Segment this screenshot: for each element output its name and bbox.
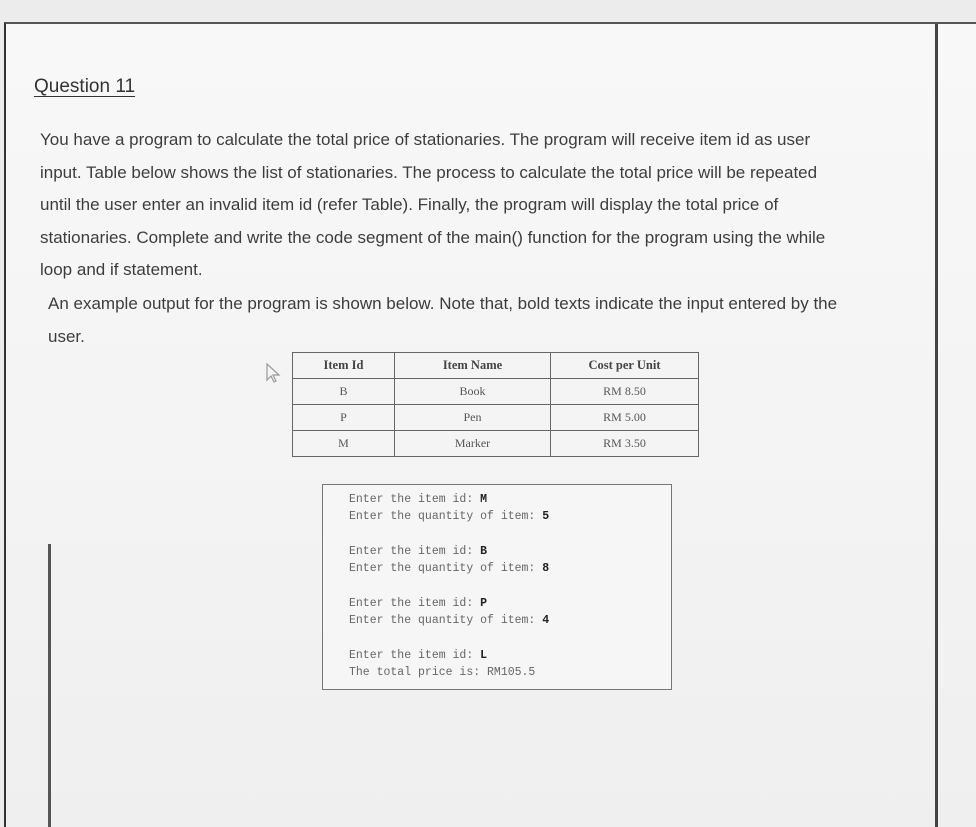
console-input: B <box>480 545 488 558</box>
console-prompt: Enter the item id: <box>349 545 481 558</box>
console-input: 4 <box>542 614 550 627</box>
mouse-pointer-icon <box>264 362 284 384</box>
console-input: P <box>480 597 488 610</box>
console-prompt: Enter the item id: <box>349 649 481 662</box>
console-line <box>349 543 671 560</box>
console-prompt: Enter the item id: <box>349 493 481 506</box>
cell-item-id: B <box>293 379 395 405</box>
console-prompt: Enter the quantity of item: <box>349 510 543 523</box>
cell-item-name: Pen <box>395 405 551 431</box>
console-prompt: Enter the item id: <box>349 597 481 610</box>
console-input: M <box>480 493 488 506</box>
cell-item-name: Marker <box>395 431 551 457</box>
cell-item-id: M <box>293 431 395 457</box>
console-input: 5 <box>542 510 550 523</box>
console-total-line: The total price is: RM105.5 <box>349 666 536 679</box>
question-page <box>4 22 976 827</box>
question-description <box>40 124 940 287</box>
table-row <box>293 379 699 405</box>
console-line <box>349 595 671 612</box>
table-row <box>293 431 699 457</box>
description-line: input. Table below shows the list of stationaries. The process to calculate the total price will be repeated <box>40 162 818 182</box>
example-note <box>48 288 948 353</box>
header-item-name: Item Name <box>395 353 551 379</box>
cell-cost: RM 8.50 <box>551 379 699 405</box>
console-line <box>349 491 671 508</box>
console-prompt: Enter the quantity of item: <box>349 614 543 627</box>
header-cost-per-unit: Cost per Unit <box>551 353 699 379</box>
cell-item-name: Book <box>395 379 551 405</box>
table-header-row <box>293 353 699 379</box>
console-input: 8 <box>542 562 550 575</box>
console-line <box>349 508 671 525</box>
note-line: user. <box>48 326 85 346</box>
cell-cost: RM 3.50 <box>551 431 699 457</box>
description-line: until the user enter an invalid item id (refer Table). Finally, the program will display the total price of <box>40 195 779 214</box>
cell-item-id: P <box>293 405 395 431</box>
description-line: stationaries. Complete and write the code segment of the main() function for the program using the while <box>40 227 826 247</box>
header-item-id: Item Id <box>293 353 395 379</box>
page-edge-rule <box>48 544 51 827</box>
note-line: An example output for the program is shown below. Note that, bold texts indicate the input entered by the <box>48 294 838 313</box>
console-line <box>349 664 671 681</box>
console-line <box>349 612 671 629</box>
console-prompt: Enter the quantity of item: <box>349 562 543 575</box>
stationery-table <box>292 352 699 457</box>
description-line: loop and if statement. <box>40 260 203 279</box>
console-line <box>349 647 671 664</box>
console-line <box>349 560 671 577</box>
description-line: You have a program to calculate the total price of stationaries. The program will receive item id as user <box>40 130 811 149</box>
question-title: Question 11 <box>34 76 136 97</box>
console-input: L <box>480 649 488 662</box>
cell-cost: RM 5.00 <box>551 405 699 431</box>
example-output-console <box>322 484 672 690</box>
table-row <box>293 405 699 431</box>
